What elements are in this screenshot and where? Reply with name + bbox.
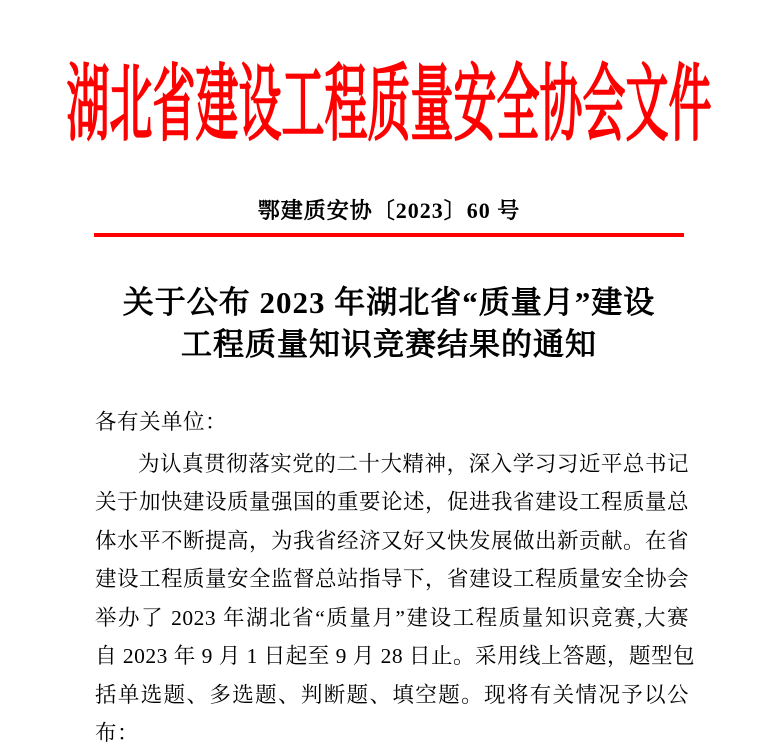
notice-title: [0, 282, 778, 366]
body-line: 举办了 2023 年湖北省“质量月”建设工程质量知识竞赛,大赛: [95, 605, 689, 630]
notice-title-line2: 工程质量知识竞赛结果的通知: [181, 327, 597, 362]
body-line: 体水平不断提高，为我省经济又好又快发展做出新贡献。在省: [95, 528, 690, 553]
body-line: 建设工程质量安全监督总站指导下，省建设工程质量安全协会: [95, 567, 690, 591]
body-line: 布：: [95, 721, 140, 745]
salutation-line: 各有关单位：: [95, 410, 228, 434]
notice-body: [95, 403, 696, 752]
body-line: 关于加快建设质量强国的重要论述，促进我省建设工程质量总: [95, 490, 690, 514]
body-line: 为认真贯彻落实党的二十大精神，深入学习习近平总书记: [138, 451, 689, 476]
notice-title-line1: 关于公布 2023 年湖北省“质量月”建设: [122, 285, 656, 320]
body-line: 括单选题、多选题、判断题、填空题。现将有关情况予以公: [95, 682, 689, 707]
document-number: 鄂建质安协〔2023〕60 号: [257, 198, 521, 223]
letterhead-org-title: 湖北省建设工程质量安全协会文件: [66, 60, 712, 153]
letterhead: [0, 60, 778, 153]
red-divider-rule: [94, 233, 684, 237]
body-line: 自 2023 年 9 月 1 日起至 9 月 28 日止。采用线上答题，题型包: [95, 644, 696, 668]
